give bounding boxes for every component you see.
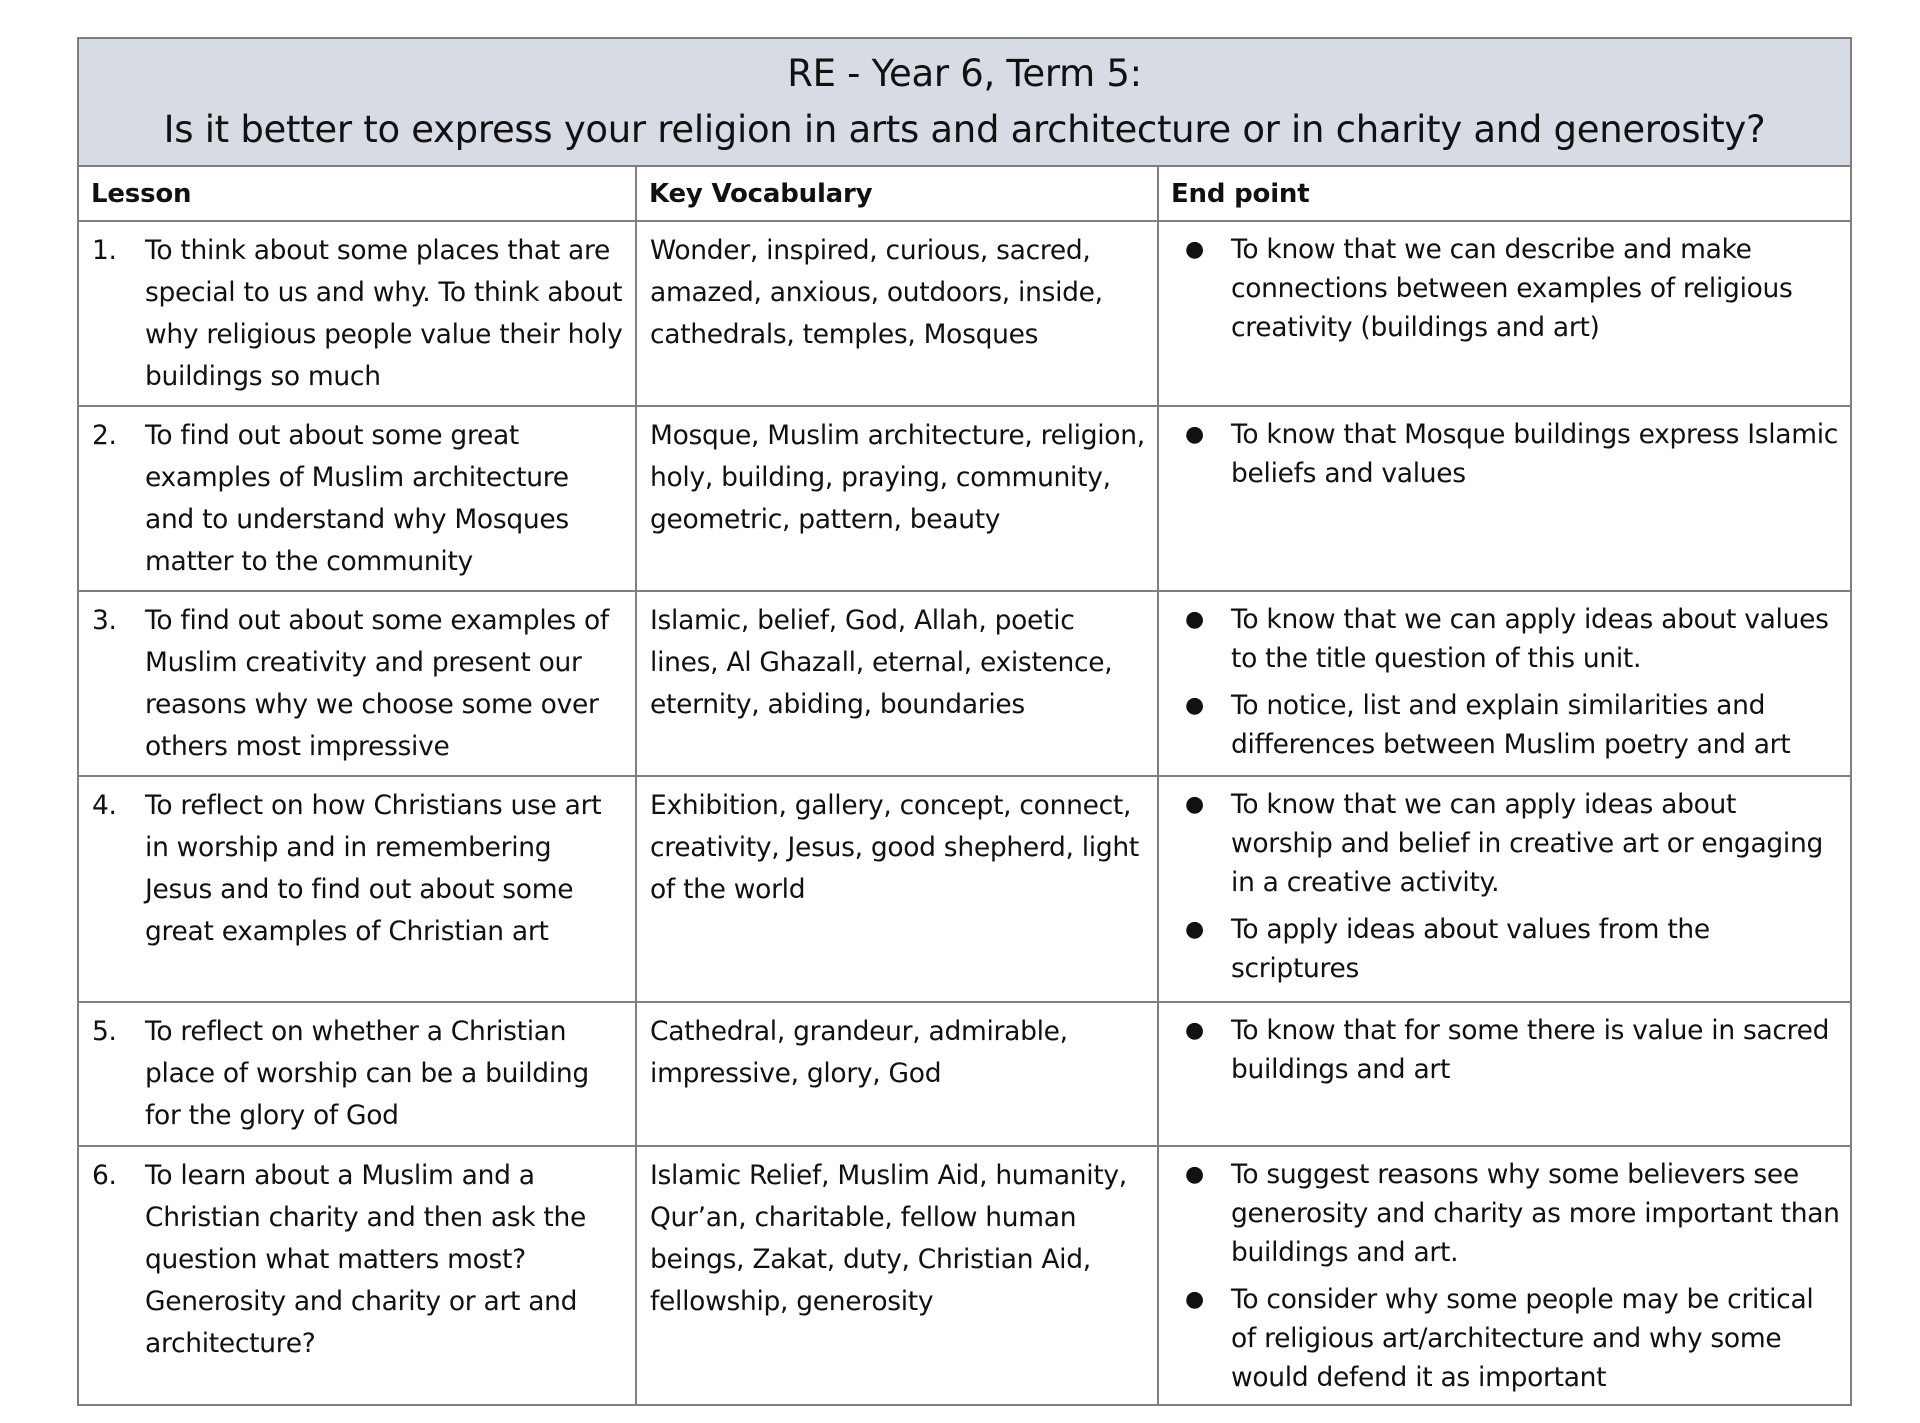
lesson-objective: To learn about a Muslim and a Christian charity and then ask the question what matters most? Generosity and charity or art and architecture? — [145, 1160, 587, 1359]
end-point-cell — [1158, 1002, 1850, 1146]
end-point-item — [1173, 910, 1840, 988]
lesson-cell — [79, 406, 636, 591]
end-point-item — [1173, 785, 1840, 902]
lesson-cell — [79, 776, 636, 1002]
column-header-lesson: Lesson — [79, 167, 636, 221]
lesson-number: 2. — [92, 420, 117, 451]
end-point-cell — [1158, 591, 1850, 776]
end-point-item — [1173, 230, 1840, 347]
bullet-icon: ● — [1185, 607, 1204, 632]
end-point-cell — [1158, 406, 1850, 591]
vocabulary-cell: Mosque, Muslim architecture, religion, holy, building, praying, community, geometric, pattern, beauty — [636, 406, 1158, 591]
lesson-objective: To reflect on how Christians use art in worship and in remembering Jesus and to find out about some great examples of Christian art — [145, 790, 602, 947]
end-point-text: To know that we can describe and make connections between examples of religious creativity (buildings and art) — [1231, 234, 1793, 343]
bullet-icon: ● — [1185, 917, 1204, 942]
title-line-2: Is it better to express your religion in arts and architecture or in charity and generosity? — [163, 108, 1766, 151]
table-row — [79, 406, 1850, 591]
vocabulary-cell: Islamic, belief, God, Allah, poetic lines, Al Ghazall, eternal, existence, eternity, abiding, boundaries — [636, 591, 1158, 776]
vocabulary-cell: Cathedral, grandeur, admirable, impressive, glory, God — [636, 1002, 1158, 1146]
end-point-text: To know that for some there is value in sacred buildings and art — [1231, 1015, 1830, 1085]
bullet-icon: ● — [1185, 237, 1204, 262]
lesson-number: 4. — [92, 790, 117, 821]
end-point-cell — [1158, 776, 1850, 1002]
end-point-cell — [1158, 221, 1850, 406]
table-header-row — [79, 167, 1850, 221]
end-point-text: To apply ideas about values from the scriptures — [1231, 914, 1710, 984]
end-point-text: To know that we can apply ideas about worship and belief in creative art or engaging in a creative activity. — [1231, 789, 1823, 898]
end-point-item — [1173, 600, 1840, 678]
end-point-text: To notice, list and explain similarities and differences between Muslim poetry and art — [1231, 690, 1791, 760]
vocabulary-cell: Islamic Relief, Muslim Aid, humanity, Qur’an, charitable, fellow human beings, Zakat, duty, Christian Aid, fellowship, generosity — [636, 1146, 1158, 1404]
lesson-number: 6. — [92, 1160, 117, 1191]
lesson-cell — [79, 1002, 636, 1146]
lesson-objective: To reflect on whether a Christian place of worship can be a building for the glory of God — [145, 1016, 589, 1131]
lesson-objective: To think about some places that are special to us and why. To think about why religious people value their holy buildings so much — [145, 235, 623, 392]
end-point-text: To consider why some people may be critical of religious art/architecture and why some would defend it as important — [1231, 1284, 1814, 1393]
vocabulary-cell: Wonder, inspired, curious, sacred, amazed, anxious, outdoors, inside, cathedrals, temples, Mosques — [636, 221, 1158, 406]
lesson-number: 3. — [92, 605, 117, 636]
lesson-cell — [79, 591, 636, 776]
lesson-objective: To find out about some examples of Muslim creativity and present our reasons why we choose some over others most impressive — [145, 605, 609, 762]
column-header-vocabulary: Key Vocabulary — [636, 167, 1158, 221]
end-point-item — [1173, 1155, 1840, 1272]
column-header-end-point: End point — [1158, 167, 1850, 221]
table-row — [79, 591, 1850, 776]
title-line-1: RE - Year 6, Term 5: — [787, 52, 1142, 95]
table-row — [79, 776, 1850, 1002]
lesson-cell — [79, 221, 636, 406]
lesson-objective: To find out about some great examples of Muslim architecture and to understand why Mosques matter to the community — [145, 420, 569, 577]
end-point-item — [1173, 1011, 1840, 1089]
lesson-plan-sheet — [77, 37, 1852, 1406]
end-point-cell — [1158, 1146, 1850, 1404]
end-point-text: To know that Mosque buildings express Islamic beliefs and values — [1231, 419, 1839, 489]
bullet-icon: ● — [1185, 693, 1204, 718]
end-point-item — [1173, 415, 1840, 493]
end-point-item — [1173, 1280, 1840, 1397]
end-point-item — [1173, 686, 1840, 764]
lesson-number: 1. — [92, 235, 117, 266]
lesson-table — [79, 167, 1850, 1404]
vocabulary-cell: Exhibition, gallery, concept, connect, creativity, Jesus, good shepherd, light of the world — [636, 776, 1158, 1002]
table-row — [79, 221, 1850, 406]
table-row — [79, 1146, 1850, 1404]
lesson-cell — [79, 1146, 636, 1404]
bullet-icon: ● — [1185, 792, 1204, 817]
end-point-text: To suggest reasons why some believers see generosity and charity as more important than buildings and art. — [1231, 1159, 1840, 1268]
bullet-icon: ● — [1185, 1287, 1204, 1312]
bullet-icon: ● — [1185, 1162, 1204, 1187]
title-header — [79, 39, 1850, 167]
bullet-icon: ● — [1185, 422, 1204, 447]
bullet-icon: ● — [1185, 1018, 1204, 1043]
end-point-text: To know that we can apply ideas about values to the title question of this unit. — [1231, 604, 1829, 674]
lesson-number: 5. — [92, 1016, 117, 1047]
table-row — [79, 1002, 1850, 1146]
